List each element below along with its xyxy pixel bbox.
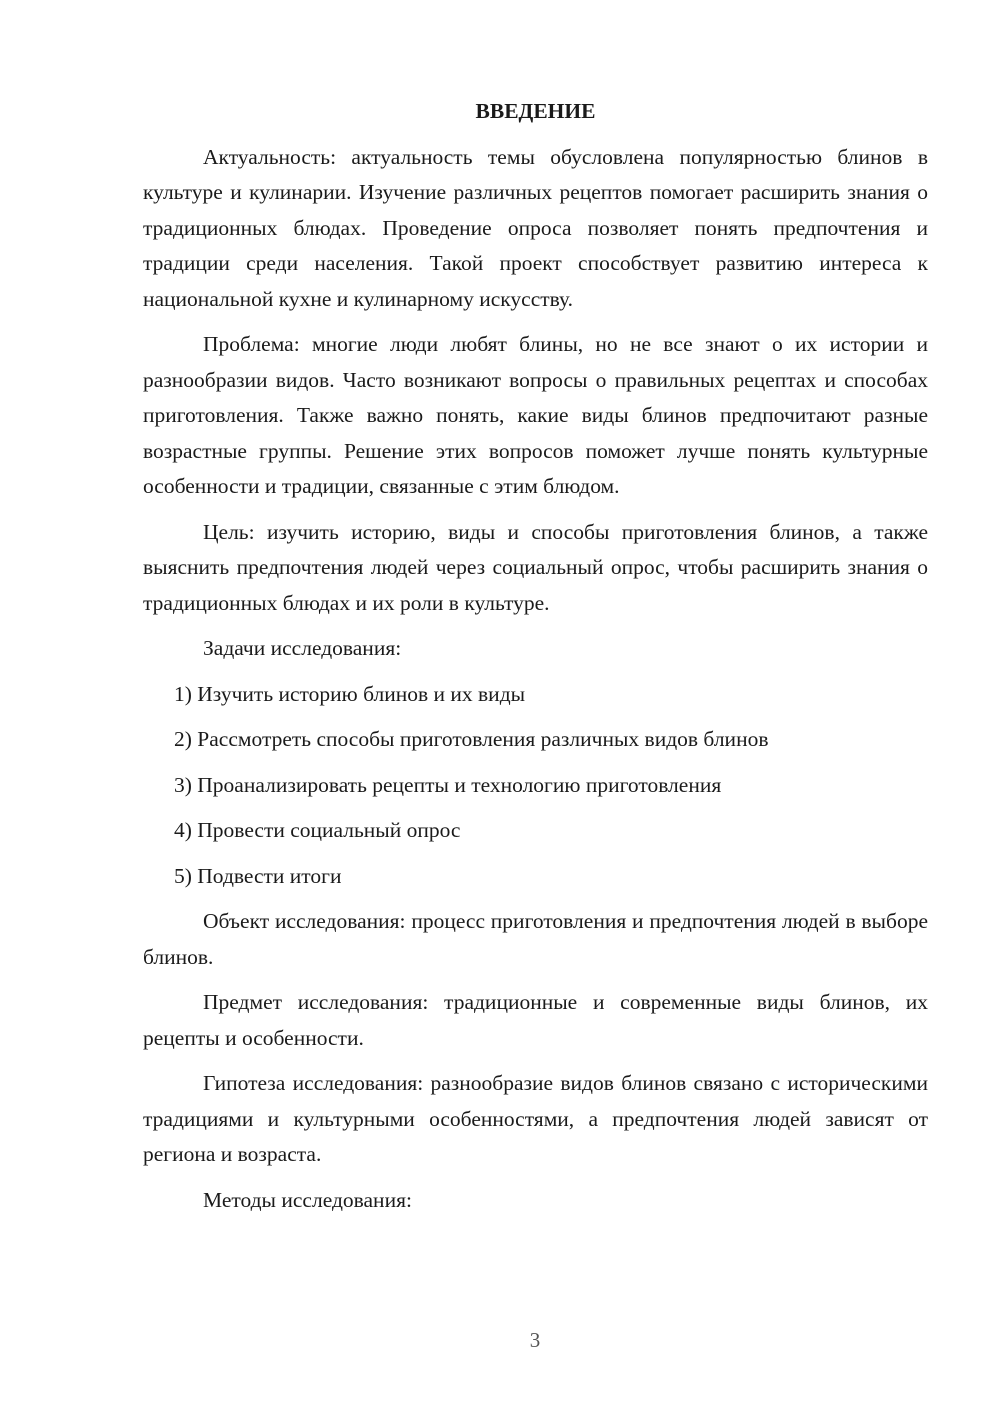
task-item: 5) Подвести итоги (174, 863, 342, 888)
object-paragraph: Объект исследования: процесс приготовления и предпочтения людей в выборе блинов. (143, 909, 928, 969)
task-list (143, 677, 928, 895)
subject-paragraph: Предмет исследования: традиционные и современные виды блинов, их рецепты и особенности. (143, 990, 928, 1050)
task-item: 2) Рассмотреть способы приготовления различных видов блинов (174, 727, 769, 751)
task-item: 3) Проанализировать рецепты и технологию приготовления (174, 772, 722, 797)
hypothesis-paragraph: Гипотеза исследования: разнообразие видов блинов связано с историческими традициями и культурными особенностями, а предпочтения людей зависят от региона и возраста. (143, 1071, 928, 1166)
tasks-heading: Задачи исследования: (203, 636, 402, 660)
methods-heading: Методы исследования: (203, 1187, 412, 1212)
problem-paragraph: Проблема: многие люди любят блины, но не все знают о их истории и разнообразии видов. Часто возникают вопросы о правильных рецептах и способах приготовления. Также важно понять, какие виды блинов предпочитают разные возрастные группы. Решение этих вопросов поможет лучше понять культурные особенности и традиции, связанные с этим блюдом. (143, 332, 928, 498)
page-number: 3 (529, 1328, 541, 1352)
section-title: ВВЕДЕНИЕ (475, 99, 596, 123)
task-item: 1) Изучить историю блинов и их виды (174, 681, 526, 706)
goal-paragraph: Цель: изучить историю, виды и способы приготовления блинов, а также выяснить предпочтения людей через социальный опрос, чтобы расширить знания о традиционных блюдах и их роли в культуре. (143, 519, 928, 615)
relevance-paragraph: Актуальность: актуальность темы обусловлена популярностью блинов в культуре и кулинарии. Изучение различных рецептов помогает расширить знания о традиционных блюдах. Проведение опроса позволяет понять предпочтения и традиции среди населения. Такой проект способствует развитию интереса к национальной кухне и кулинарному искусству. (143, 144, 928, 311)
page-content (143, 94, 928, 1228)
task-item: 4) Провести социальный опрос (174, 818, 461, 842)
